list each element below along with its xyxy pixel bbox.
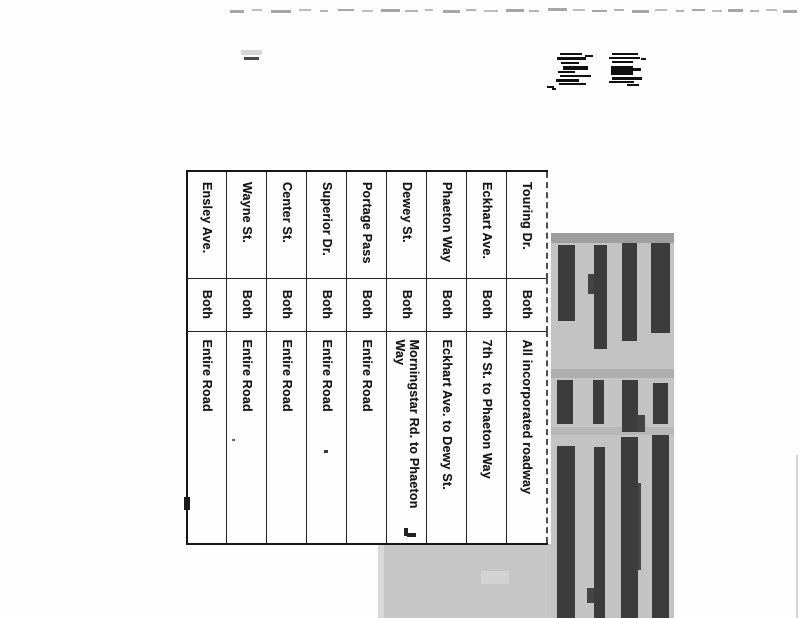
scan-bar [622, 243, 637, 341]
limits-cell: Entire Road [267, 331, 307, 544]
table-row [347, 171, 387, 544]
table-row [387, 171, 427, 544]
pen-dash [244, 57, 259, 60]
top-scan-dash [299, 9, 311, 11]
top-scan-dash [425, 9, 433, 11]
sides-cell: Both [227, 278, 267, 331]
top-scan-dash [548, 8, 567, 11]
top-scan-dash [271, 10, 291, 13]
handwriting-smudge [558, 71, 575, 73]
sides-cell: Both [507, 278, 547, 331]
scan-bar [622, 380, 638, 432]
table-row [307, 171, 347, 544]
scan-bar [594, 447, 605, 618]
limits-cell: Entire Road [187, 331, 227, 544]
rotated-street-table-wrap [187, 170, 548, 543]
pen-squiggle-faint [241, 50, 262, 55]
top-scan-dash [655, 9, 667, 11]
sides-cell: Both [347, 278, 387, 331]
scan-bar [652, 435, 669, 618]
handwriting-smudge [560, 75, 591, 77]
top-scan-dash [766, 9, 777, 11]
top-scan-dash [592, 10, 607, 12]
street-table-body [187, 171, 547, 544]
top-scan-dash [632, 10, 649, 13]
handwriting-smudge [585, 55, 593, 57]
gray-panel-right [551, 233, 674, 618]
handwriting-smudge [612, 77, 642, 80]
table-row [467, 171, 507, 544]
table-row [227, 171, 267, 544]
top-scan-dash [783, 10, 797, 13]
top-scan-dash [381, 9, 400, 12]
scan-bar [638, 483, 641, 570]
street-name-cell: Ensley Ave. [187, 171, 227, 278]
top-scan-dash [230, 10, 244, 13]
handwriting-smudge [611, 66, 633, 75]
handwriting-smudge [557, 57, 586, 60]
handwriting-smudge [641, 58, 646, 60]
top-scan-dash [750, 10, 759, 12]
table-row [187, 171, 227, 544]
scan-bar [651, 243, 670, 333]
top-scan-dash [506, 9, 524, 12]
top-scan-dash [362, 10, 373, 12]
scan-bar [587, 588, 594, 603]
top-scan-dash [614, 9, 624, 11]
page-edge-line [796, 455, 798, 618]
handwriting-smudge [627, 84, 639, 86]
sides-cell: Both [427, 278, 467, 331]
handwriting-smudge [556, 79, 579, 82]
scan-bar [557, 380, 573, 424]
handwriting-smudge [559, 83, 586, 85]
gray-panel-right-band [551, 369, 674, 378]
gray-panel-bottom-fade [378, 544, 384, 618]
gray-panel-right-top-strip [551, 233, 674, 243]
handwriting-smudge [612, 53, 638, 55]
scan-bar [653, 383, 668, 424]
street-name-cell: Wayne St. [227, 171, 267, 278]
scan-bar [637, 415, 645, 432]
street-regulation-table [186, 170, 548, 545]
limits-cell: Morningstar Rd. to Phaeton Way [387, 331, 427, 544]
handwriting-smudge [612, 61, 633, 63]
handwriting-smudge [547, 86, 554, 88]
street-name-cell: Touring Dr. [507, 171, 547, 278]
top-scan-dash [692, 9, 705, 11]
street-name-cell: Portage Pass [347, 171, 387, 278]
gray-panel-bottom-patch [481, 571, 509, 584]
handwriting-smudge [563, 66, 588, 70]
sides-cell: Both [387, 278, 427, 331]
limits-cell: Entire Road [307, 331, 347, 544]
table-row [267, 171, 307, 544]
scan-bar [558, 245, 575, 321]
top-scan-dash [466, 9, 476, 11]
sides-cell: Both [307, 278, 347, 331]
limits-cell: Entire Road [347, 331, 387, 544]
scan-bar [557, 446, 575, 618]
gray-panel-right-band [551, 427, 674, 435]
scan-bar [588, 274, 594, 294]
top-scan-dash [728, 9, 743, 12]
sides-cell: Both [467, 278, 507, 331]
handwriting-smudge [560, 53, 582, 55]
handwriting-smudge [609, 81, 634, 83]
table-row [427, 171, 467, 544]
street-name-cell: Center St. [267, 171, 307, 278]
street-name-cell: Phaeton Way [427, 171, 467, 278]
gray-panel-bottom [378, 544, 551, 618]
street-name-cell: Dewey St. [387, 171, 427, 278]
top-scan-dash [405, 10, 418, 12]
top-scan-dash [573, 9, 585, 11]
top-scan-dash [712, 10, 722, 12]
top-scan-dash [320, 10, 328, 12]
top-scan-dash [529, 10, 539, 12]
handwriting-smudge [609, 57, 640, 59]
limits-cell: Eckhart Ave. to Dewy St. [427, 331, 467, 544]
street-name-cell: Eckhart Ave. [467, 171, 507, 278]
top-scan-dash [252, 9, 262, 11]
handwriting-smudge [561, 62, 579, 64]
scan-bar [621, 437, 638, 618]
limits-cell: 7th St. to Phaeton Way [467, 331, 507, 544]
top-scan-dash [484, 10, 498, 12]
top-scan-dash [443, 10, 460, 13]
table-row [507, 171, 547, 544]
handwriting-smudge [552, 88, 556, 90]
scan-bar [594, 245, 607, 349]
sides-cell: Both [187, 278, 227, 331]
limits-cell: All incorporated roadway [507, 331, 547, 544]
top-scan-dash [676, 10, 684, 12]
top-scan-dash [338, 9, 354, 11]
handwriting-smudge [633, 68, 641, 71]
sides-cell: Both [267, 278, 307, 331]
scan-bar [593, 380, 604, 424]
street-name-cell: Superior Dr. [307, 171, 347, 278]
limits-cell: Entire Road [227, 331, 267, 544]
